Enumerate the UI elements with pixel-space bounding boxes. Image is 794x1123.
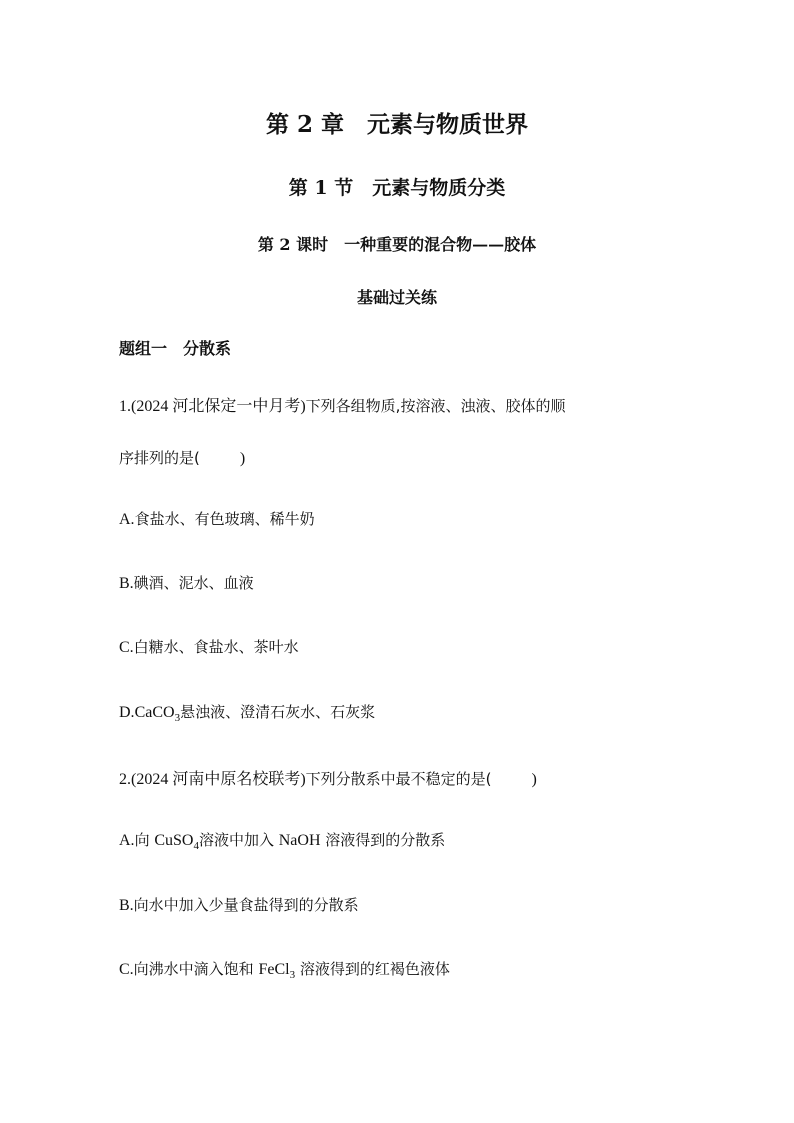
option-label: A. — [119, 511, 135, 528]
formula-subscript: 3 — [289, 969, 296, 981]
practice-title: 基础过关练 — [356, 288, 437, 307]
option-c — [119, 958, 450, 981]
question-stem-cont: 序排列的是( — [119, 449, 200, 467]
option-text: 向沸水中滴入饱和 — [133, 960, 259, 978]
question-number: 1. — [119, 398, 131, 415]
option-text: 食盐水、有色玻璃、稀牛奶 — [134, 510, 315, 528]
option-c — [119, 636, 299, 657]
question-source: (2024 河南中原名校联考) — [131, 771, 306, 788]
option-text: 碘酒、泥水、血液 — [133, 574, 254, 592]
option-a — [119, 829, 445, 852]
option-b — [119, 572, 254, 593]
option-d — [119, 701, 375, 724]
chapter-title: 第 2 章 元素与物质世界 — [265, 111, 529, 138]
option-label: B. — [119, 575, 134, 592]
question-1-line-2 — [119, 447, 245, 468]
group-title: 题组一 分散系 — [119, 339, 232, 358]
question-stem: 下列分散系中最不稳定的是( — [305, 770, 492, 788]
option-label: C. — [119, 639, 134, 656]
close-paren: ) — [531, 771, 537, 788]
chem-formula: CaCO — [134, 704, 175, 721]
section-title: 第 1 节 元素与物质分类 — [288, 177, 506, 199]
option-text: 白糖水、食盐水、茶叶水 — [133, 638, 299, 656]
option-text: 向 — [134, 831, 155, 849]
question-number: 2. — [119, 771, 131, 788]
option-text: 向水中加入少量食盐得到的分散系 — [133, 896, 359, 914]
lesson-title: 第 2 课时 一种重要的混合物——胶体 — [257, 235, 537, 254]
option-label: D. — [119, 704, 135, 721]
question-source: (2024 河北保定一中月考) — [131, 398, 306, 415]
option-a — [119, 508, 315, 529]
formula-subscript: 3 — [174, 712, 181, 724]
option-label: A. — [119, 832, 135, 849]
chem-formula: NaOH — [278, 832, 321, 849]
option-b — [119, 894, 359, 915]
option-text: 悬浊液、澄清石灰水、石灰浆 — [180, 703, 376, 721]
option-text: 溶液得到的分散系 — [320, 831, 446, 849]
close-paren: ) — [239, 450, 246, 467]
formula-subscript: 4 — [193, 840, 199, 852]
question-1-line-1 — [119, 393, 565, 416]
option-label: B. — [119, 897, 134, 914]
option-text: 溶液得到的红褐色液体 — [295, 960, 450, 978]
option-text: 溶液中加入 — [198, 831, 279, 849]
option-label: C. — [119, 961, 134, 978]
question-stem: 下列各组物质,按溶液、浊液、胶体的顺 — [305, 397, 566, 415]
question-2-line-1 — [119, 766, 537, 789]
chem-formula: CuSO — [154, 832, 194, 849]
chem-formula: FeCl — [258, 961, 290, 978]
